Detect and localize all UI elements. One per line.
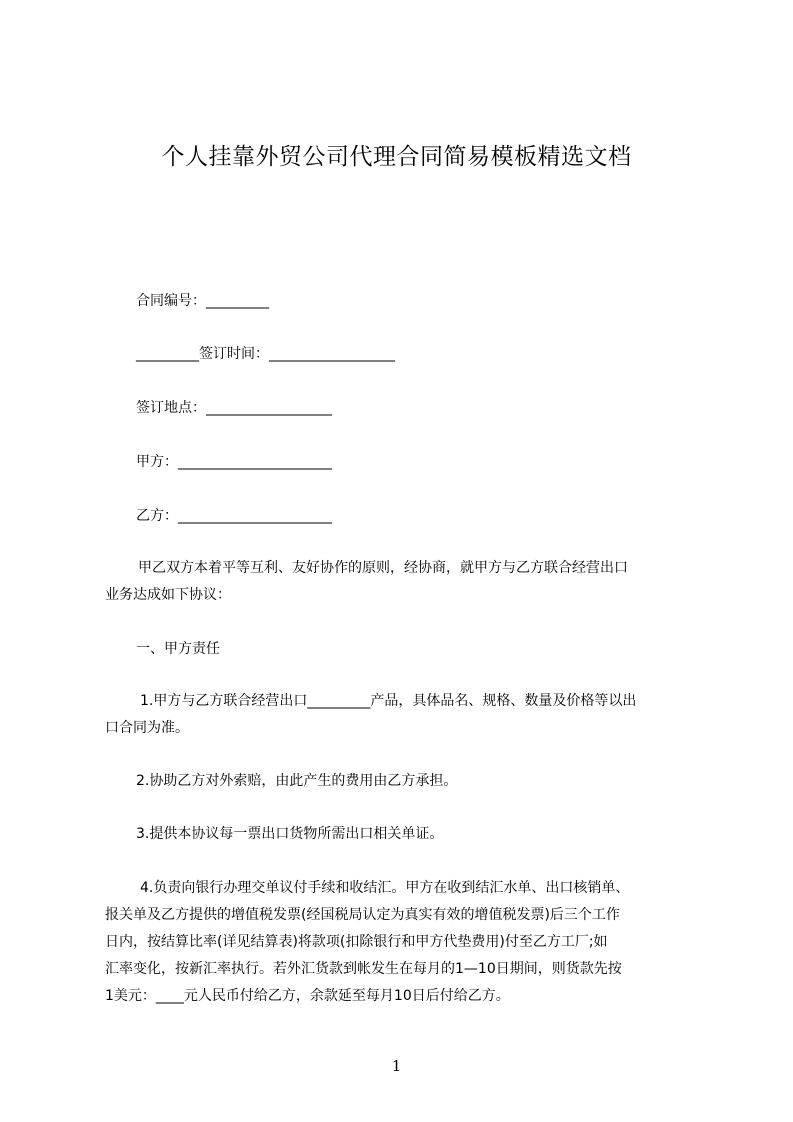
sign-place-field: 签订地点：__________________ — [136, 400, 332, 416]
sign-time-field: _________签订时间：__________________ — [136, 346, 395, 362]
item-1-line-2: 口合同为准。 — [105, 720, 189, 736]
item-4-line-3: 日内，按结算比率(详见结算表)将款项(扣除银行和甲方代垫费用)付至乙方工厂;如 — [105, 934, 608, 950]
section-heading-party-a-duties: 一、甲方责任 — [136, 641, 220, 657]
item-4-line-5: 1美元：____元人民币付给乙方，余款延至每月10日后付给乙方。 — [105, 988, 510, 1004]
party-b-field: 乙方：______________________ — [136, 508, 332, 524]
item-1-line-1: 1.甲方与乙方联合经营出口_________产品，具体品名、规格、数量及价格等以出 — [140, 693, 637, 709]
document-title: 个人挂靠外贸公司代理合同简易模板精选文档 — [161, 144, 632, 170]
item-3: 3.提供本协议每一票出口货物所需出口相关单证。 — [136, 826, 444, 842]
intro-line-2: 业务达成如下协议： — [105, 587, 231, 603]
intro-line-1: 甲乙双方本着平等互利、友好协作的原则，经协商，就甲方与乙方联合经营出口 — [138, 560, 628, 576]
item-4-line-1: 4.负责向银行办理交单议付手续和收结汇。甲方在收到结汇水单、出口核销单、 — [140, 880, 630, 896]
item-4-line-2: 报关单及乙方提供的增值税发票(经国税局认定为真实有效的增值税发票)后三个工作 — [105, 907, 620, 923]
page-number: 1 — [391, 1057, 402, 1075]
item-4-line-4: 汇率变化，按新汇率执行。若外汇货款到帐发生在每月的1—10日期间，则货款先按 — [105, 961, 622, 977]
party-a-field: 甲方：______________________ — [136, 454, 332, 470]
item-2: 2.协助乙方对外索赔，由此产生的费用由乙方承担。 — [136, 773, 458, 789]
contract-number-field: 合同编号：_________ — [136, 293, 269, 309]
